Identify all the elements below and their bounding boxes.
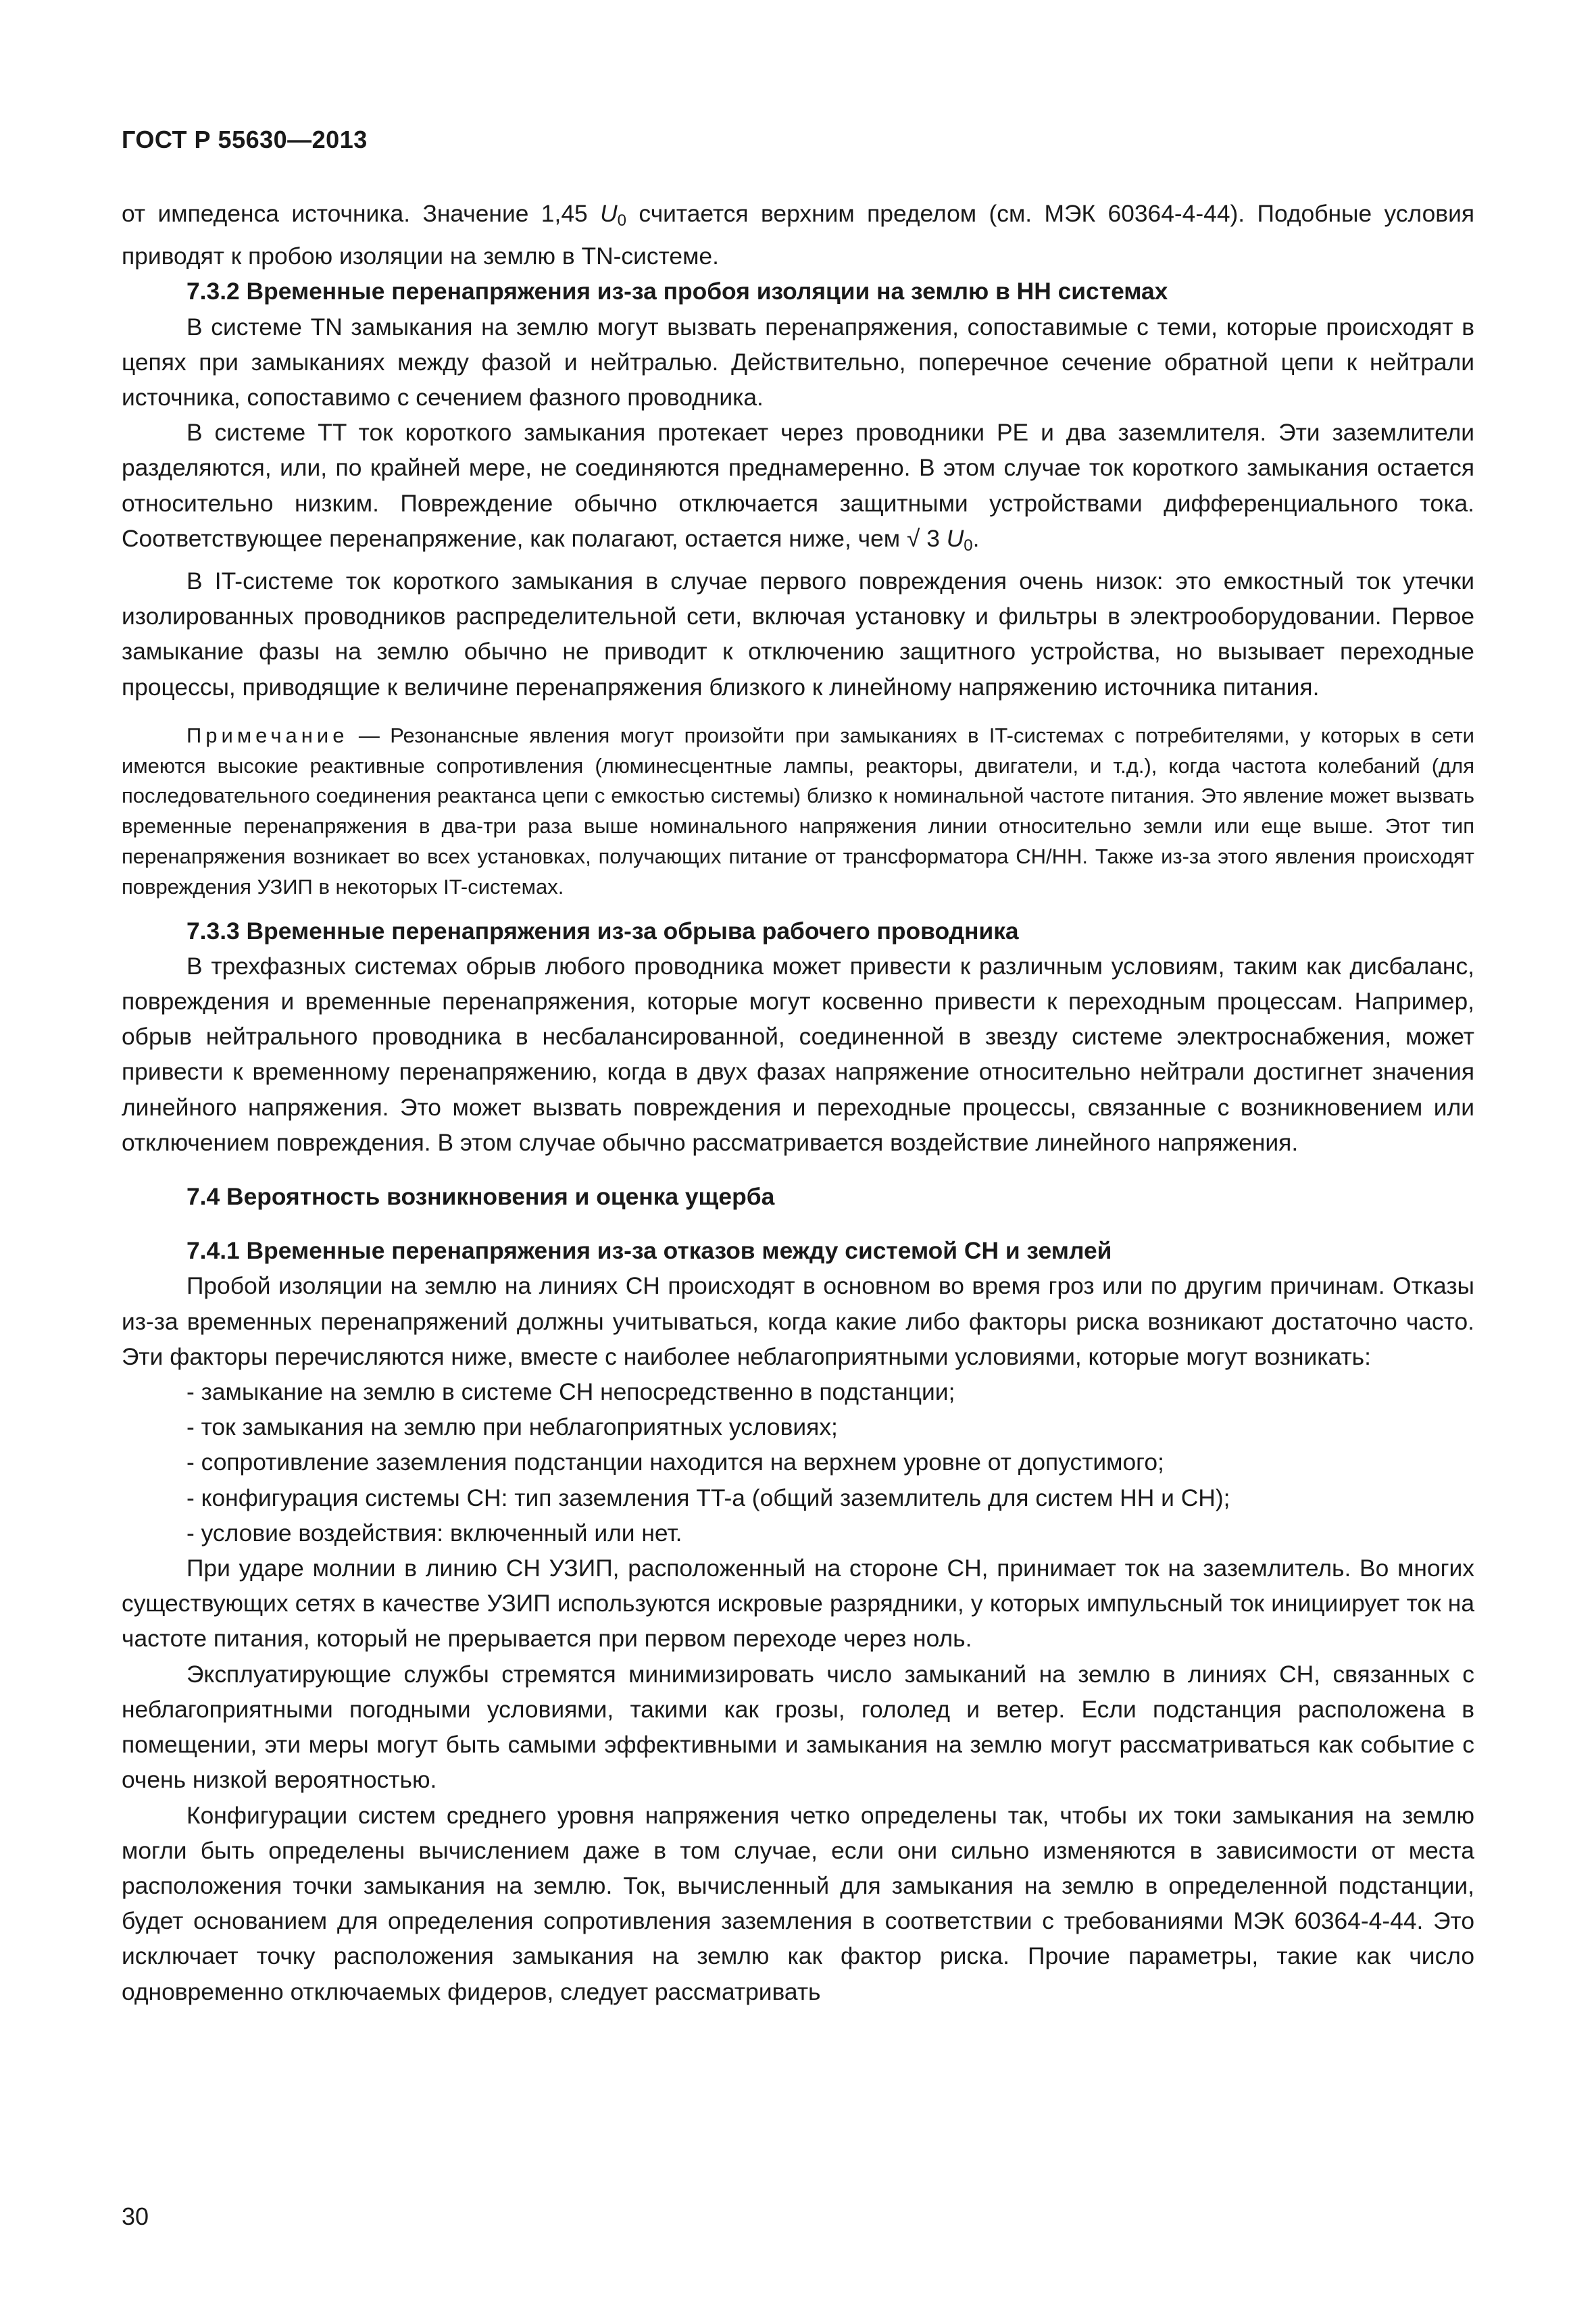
- list-item: - ток замыкания на землю при неблагоприятных условиях;: [186, 1413, 838, 1441]
- note-label: Примечание: [186, 723, 349, 747]
- note-block: Примечание — Резонансные явления могут произойти при замыканиях в IT-системах с потребителями, у которых в сети имеются высокие реактивные сопротивления (люминесцентные лампы, реакторы, двигатели, и т.д.), когда частота колебаний (для последовательного соединения реактанса цепи с емкостью системы) близко к номинальной частоте питания. Это явление может вызвать временные перенапряжения в два-три раза выше номинального напряжения линии относительно земли или еще выше. Этот тип перенапряжения возникает во всех установках, получающих питание от трансформатора СН/НН. Также из-за этого явления происходят повреждения УЗИП в некоторых IT-системах.: [122, 723, 1474, 899]
- paragraph-operators: Эксплуатирующие службы стремятся минимизировать число замыканий на землю в линиях СН, связанных с неблагоприятными погодными условиями, такими как грозы, гололед и ветер. Если подстанция расположена в помещении, эти меры могут быть самыми эффективными и замыкания на землю могут рассматриваться как событие с очень низкой вероятностью.: [122, 1660, 1474, 1794]
- paragraph-conductor-break: В трехфазных системах обрыв любого проводника может привести к различным условиям, таким как дисбаланс, повреждения и временные перенапряжения, которые могут косвенно привести к переходным процессам. Например, обрыв нейтрального проводника в несбалансированной, соединенной в звезду системе электроснабжения, может привести к временному перенапряжению, когда в двух фазах напряжение относительно нейтрали достигнет значения линейного напряжения. Это может вызвать повреждения и переходные процессы, связанные с возникновением или отключением повреждения. В этом случае обычно рассматривается воздействие линейного напряжения.: [122, 952, 1474, 1156]
- paragraph-intro: от импеденса источника. Значение 1,45 $U_0$ считается верхним пределом (см. МЭК 60364-4-44). Подобные условия приводят к пробою изоляции на землю в TN-системе.: [122, 200, 1474, 270]
- section-heading-7-3-2: 7.3.2 Временные перенапряжения из-за пробоя изоляции на землю в НН системах: [186, 278, 1168, 305]
- section-heading-7-4-1: 7.4.1 Временные перенапряжения из-за отказов между системой СН и землей: [186, 1237, 1112, 1265]
- page-number: 30: [122, 2203, 149, 2230]
- paragraph-tt-system: В системе TT ток короткого замыкания протекает через проводники PE и два заземлителя. Эти заземлители разделяются, или, по крайней мере, не соединяются преднамеренно. В этом случае ток короткого замыкания остается относительно низким. Повреждение обычно отключается защитными устройствами дифференциального тока. Соответствующее перенапряжение, как полагают, остается ниже, чем √ 3 $U_0$.: [122, 419, 1474, 555]
- page-body: [122, 196, 1474, 2009]
- list-item: - конфигурация системы СН: тип заземления TT-а (общий заземлитель для систем НН и СН);: [186, 1484, 1230, 1511]
- paragraph-tn-system: В системе TN замыкания на землю могут вызвать перенапряжения, сопоставимые с теми, которые происходят в цепях при замыканиях между фазой и нейтралью. Действительно, поперечное сечение обратной цепи к нейтрали источника, сопоставимо с сечением фазного проводника.: [122, 313, 1474, 411]
- section-heading-7-3-3: 7.3.3 Временные перенапряжения из-за обрыва рабочего проводника: [186, 917, 1019, 945]
- list-item: - условие воздействия: включенный или нет.: [186, 1519, 682, 1546]
- paragraph-configurations: Конфигурации систем среднего уровня напряжения четко определены так, чтобы их токи замыкания на землю могли быть определены вычислением даже в том случае, если они сильно изменяются в зависимости от места расположения точки замыкания на землю. Ток, вычисленный для замыкания на землю в определенной подстанции, будет основанием для определения сопротивления заземления в соответствии с требованиями МЭК 60364-4-44. Это исключает точку расположения замыкания на землю как фактор риска. Прочие параметры, такие как число одновременно отключаемых фидеров, следует рассматривать: [122, 1801, 1474, 2005]
- section-heading-7-4: 7.4 Вероятность возникновения и оценка ущерба: [186, 1183, 775, 1211]
- list-item: - замыкание на землю в системе СН непосредственно в подстанции;: [186, 1378, 955, 1406]
- paragraph-mv-faults: Пробой изоляции на землю на линиях СН происходят в основном во время гроз или по другим причинам. Отказы из-за временных перенапряжений должны учитываться, когда какие либо факторы риска возникают достаточно часто. Эти факторы перечисляются ниже, вместе с наиболее неблагоприятными условиями, которые могут возникать:: [122, 1272, 1474, 1370]
- paragraph-it-system: В IT-системе ток короткого замыкания в случае первого повреждения очень низок: это емкостный ток утечки изолированных проводников распределительной сети, включая установку и фильтры в электрооборудовании. Первое замыкание фазы на землю обычно не приводит к отключению защитного устройства, но вызывает переходные процессы, приводящие к величине перенапряжения близкого к линейному напряжению источника питания.: [122, 568, 1474, 701]
- document-header: ГОСТ Р 55630—2013: [122, 126, 368, 153]
- paragraph-lightning: При ударе молнии в линию СН УЗИП, расположенный на стороне СН, принимает ток на заземлитель. Во многих существующих сетях в качестве УЗИП используются искровые разрядники, у которых импульсный ток инициирует ток на частоте питания, который не прерывается при первом переходе через ноль.: [122, 1555, 1474, 1653]
- list-item: - сопротивление заземления подстанции находится на верхнем уровне от допустимого;: [186, 1449, 1164, 1476]
